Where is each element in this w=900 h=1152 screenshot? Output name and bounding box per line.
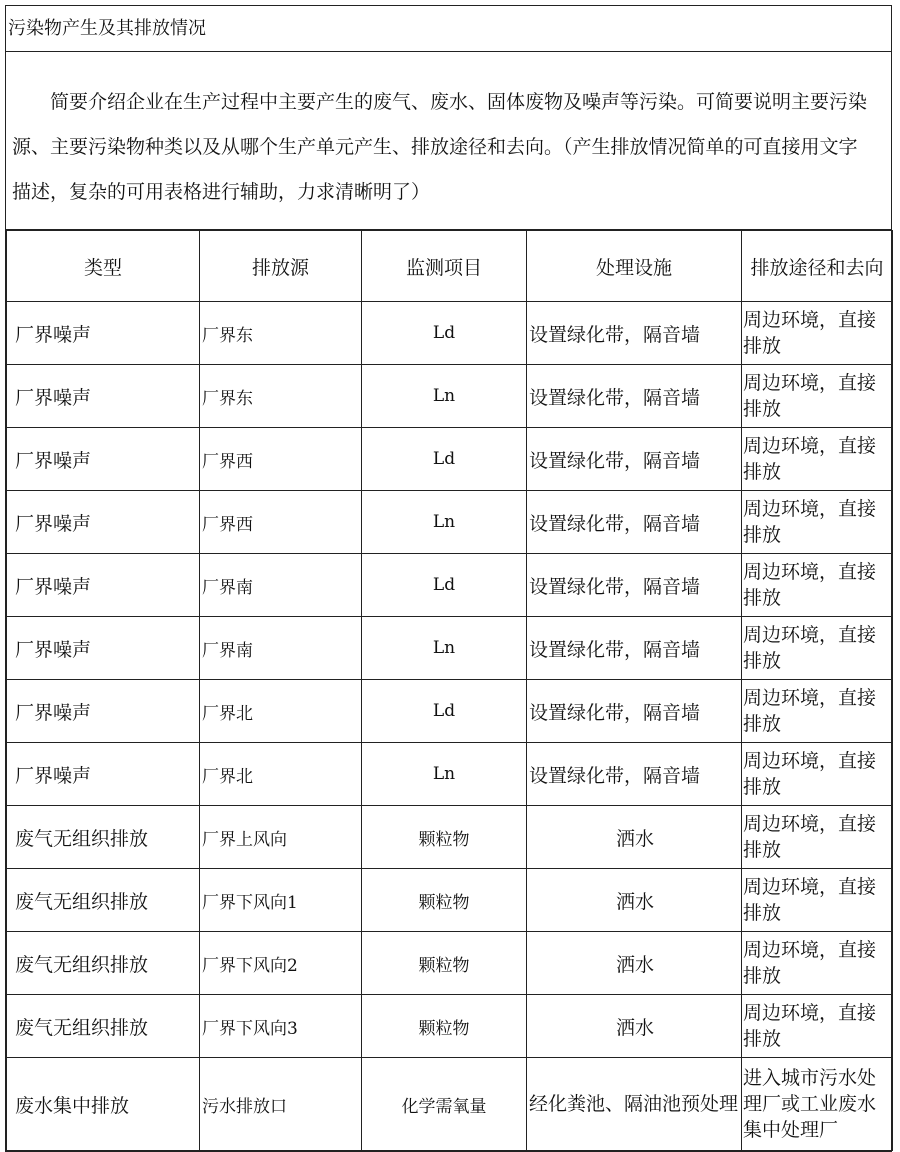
cell-source: 厂界东	[200, 365, 362, 428]
cell-route: 周边环境，直接排放	[742, 428, 893, 491]
cell-type: 厂界噪声	[7, 491, 200, 554]
cell-route: 进入城市污水处理厂或工业废水集中处理厂	[742, 1058, 893, 1151]
cell-facility: 设置绿化带，隔音墙	[527, 617, 742, 680]
cell-facility: 设置绿化带，隔音墙	[527, 680, 742, 743]
cell-item: 化学需氧量	[362, 1058, 527, 1151]
table-row	[7, 680, 893, 743]
cell-type: 废气无组织排放	[7, 932, 200, 995]
cell-facility: 设置绿化带，隔音墙	[527, 428, 742, 491]
table-row	[7, 365, 893, 428]
cell-source: 厂界下风向3	[200, 995, 362, 1058]
cell-source: 厂界东	[200, 302, 362, 365]
cell-source: 厂界北	[200, 743, 362, 806]
cell-route: 周边环境，直接排放	[742, 869, 893, 932]
cell-route: 周边环境，直接排放	[742, 932, 893, 995]
cell-facility: 洒水	[527, 869, 742, 932]
table-row	[7, 491, 893, 554]
cell-item: Ld	[362, 428, 527, 491]
cell-facility: 设置绿化带，隔音墙	[527, 743, 742, 806]
cell-route: 周边环境，直接排放	[742, 806, 893, 869]
table-row	[7, 617, 893, 680]
cell-source: 厂界南	[200, 617, 362, 680]
cell-type: 厂界噪声	[7, 302, 200, 365]
cell-item: 颗粒物	[362, 995, 527, 1058]
table-row	[7, 995, 893, 1058]
cell-item: Ln	[362, 743, 527, 806]
cell-item: Ln	[362, 365, 527, 428]
cell-source: 污水排放口	[200, 1058, 362, 1151]
cell-route: 周边环境，直接排放	[742, 743, 893, 806]
cell-facility: 设置绿化带，隔音墙	[527, 491, 742, 554]
table-row	[7, 1058, 893, 1151]
header-source: 排放源	[200, 231, 362, 302]
cell-item: Ln	[362, 617, 527, 680]
cell-item: Ld	[362, 680, 527, 743]
header-type: 类型	[7, 231, 200, 302]
cell-source: 厂界西	[200, 491, 362, 554]
cell-route: 周边环境，直接排放	[742, 995, 893, 1058]
cell-facility: 洒水	[527, 932, 742, 995]
table-header-row	[7, 231, 893, 302]
section-title: 污染物产生及其排放情况	[6, 6, 891, 52]
cell-source: 厂界南	[200, 554, 362, 617]
cell-facility: 设置绿化带，隔音墙	[527, 554, 742, 617]
cell-item: Ld	[362, 554, 527, 617]
cell-route: 周边环境，直接排放	[742, 554, 893, 617]
cell-type: 厂界噪声	[7, 617, 200, 680]
table-row	[7, 806, 893, 869]
pollution-section	[5, 5, 892, 1152]
header-item: 监测项目	[362, 231, 527, 302]
cell-facility: 经化粪池、隔油池预处理	[527, 1058, 742, 1151]
cell-type: 废气无组织排放	[7, 806, 200, 869]
cell-source: 厂界上风向	[200, 806, 362, 869]
cell-facility: 设置绿化带，隔音墙	[527, 365, 742, 428]
cell-item: 颗粒物	[362, 932, 527, 995]
table-row	[7, 932, 893, 995]
cell-facility: 洒水	[527, 806, 742, 869]
cell-route: 周边环境，直接排放	[742, 680, 893, 743]
table-row	[7, 554, 893, 617]
cell-facility: 洒水	[527, 995, 742, 1058]
cell-type: 厂界噪声	[7, 554, 200, 617]
cell-item: Ln	[362, 491, 527, 554]
cell-route: 周边环境，直接排放	[742, 491, 893, 554]
cell-source: 厂界下风向1	[200, 869, 362, 932]
table-row	[7, 302, 893, 365]
cell-type: 厂界噪声	[7, 365, 200, 428]
header-facility: 处理设施	[527, 231, 742, 302]
cell-item: 颗粒物	[362, 806, 527, 869]
cell-route: 周边环境，直接排放	[742, 617, 893, 680]
cell-type: 废气无组织排放	[7, 869, 200, 932]
table-row	[7, 428, 893, 491]
cell-type: 废气无组织排放	[7, 995, 200, 1058]
cell-facility: 设置绿化带，隔音墙	[527, 302, 742, 365]
cell-source: 厂界北	[200, 680, 362, 743]
table-row	[7, 743, 893, 806]
cell-item: Ld	[362, 302, 527, 365]
cell-source: 厂界西	[200, 428, 362, 491]
cell-route: 周边环境，直接排放	[742, 302, 893, 365]
cell-type: 废水集中排放	[7, 1058, 200, 1151]
cell-item: 颗粒物	[362, 869, 527, 932]
intro-paragraph: 简要介绍企业在生产过程中主要产生的废气、废水、固体废物及噪声等污染。可简要说明主要污染源、主要污染物种类以及从哪个生产单元产生、排放途径和去向。（产生排放情况简单的可直接用文字描述，复杂的可用表格进行辅助，力求清晰明了）	[6, 52, 891, 230]
table-row	[7, 869, 893, 932]
cell-type: 厂界噪声	[7, 428, 200, 491]
cell-type: 厂界噪声	[7, 743, 200, 806]
header-route: 排放途径和去向	[742, 231, 893, 302]
emission-table	[6, 230, 893, 1151]
cell-type: 厂界噪声	[7, 680, 200, 743]
cell-source: 厂界下风向2	[200, 932, 362, 995]
cell-route: 周边环境，直接排放	[742, 365, 893, 428]
